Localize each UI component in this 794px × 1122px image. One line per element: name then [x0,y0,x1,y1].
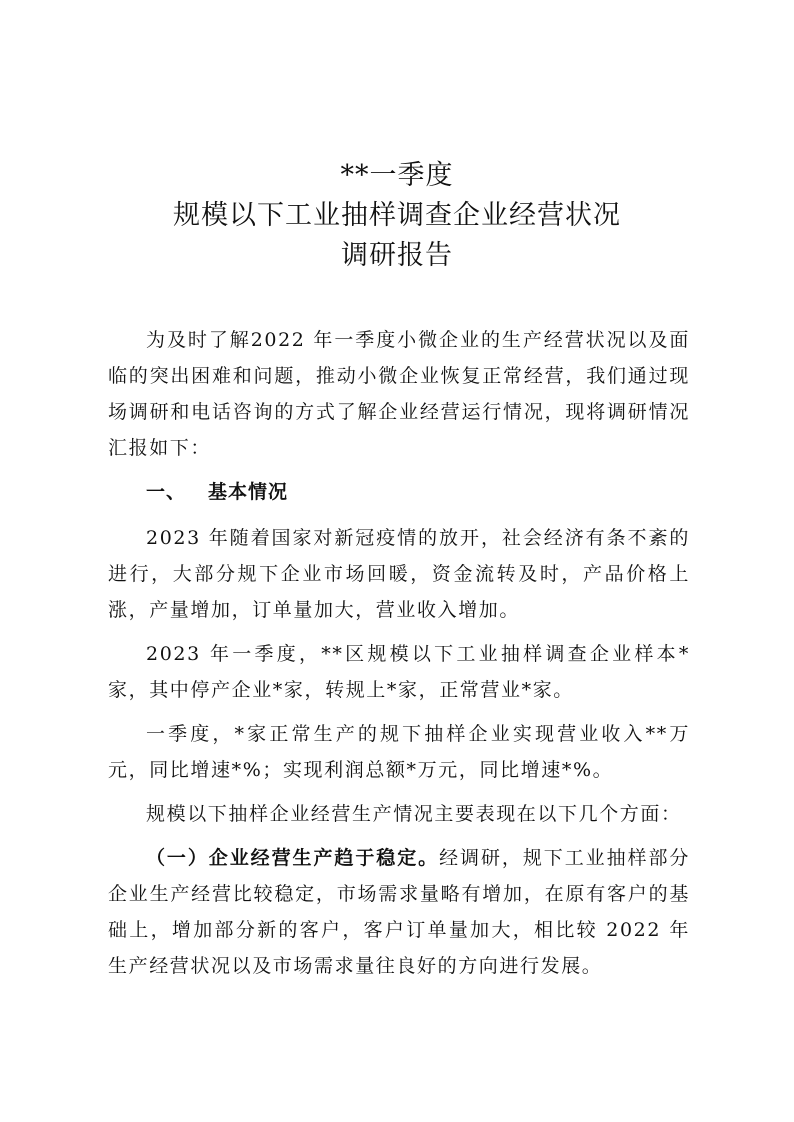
section-heading-basic [108,474,690,510]
title-line-subject: 规模以下工业抽样调查企业经营状况 [173,200,621,231]
paragraph-sample-count: 2023 年一季度，**区规模以下工业抽样调查企业样本*家，其中停产企业*家，转规上*家，正常营业*家。 [108,643,690,701]
subsection-stable-production [108,840,690,984]
paragraph-market-recovery: 2023 年随着国家对新冠疫情的放开，社会经济有条不紊的进行，大部分规下企业市场回暖，资金流转及时，产品价格上涨，产量增加，订单量加大，营业收入增加。 [108,527,690,621]
intro-paragraph: 为及时了解2022 年一季度小微企业的生产经营状况以及面临的突出困难和问题，推动小微企业恢复正常经营，我们通过现场调研和电话咨询的方式了解企业经营运行情况，现将调研情况汇报如下： [108,329,690,459]
subsection-text: 经调研，规下工业抽样部分企业生产经营比较稳定，市场需求量略有增加，在原有客户的基础上，增加部分新的客户，客户订单量加大，相比较 2022 年生产经营状况以及市场需求量往良好的方向进行发展。 [108,847,691,977]
section-number: 一、 [146,481,187,503]
title-line-period: **一季度 [340,160,454,191]
document-body [108,322,690,992]
paragraph-aspects-intro: 规模以下抽样企业经营生产情况主要表现在以下几个方面： [146,803,682,825]
subsection-lead: （一）企业经营生产趋于稳定。 [146,847,440,869]
title-line-report: 调研报告 [341,240,453,271]
document-title [0,156,794,276]
paragraph-revenue-profit: 一季度，*家正常生产的规下抽样企业实现营业收入**万元，同比增速*%；实现利润总额*万元，同比增速*%。 [108,723,690,781]
section-title: 基本情况 [208,481,289,503]
